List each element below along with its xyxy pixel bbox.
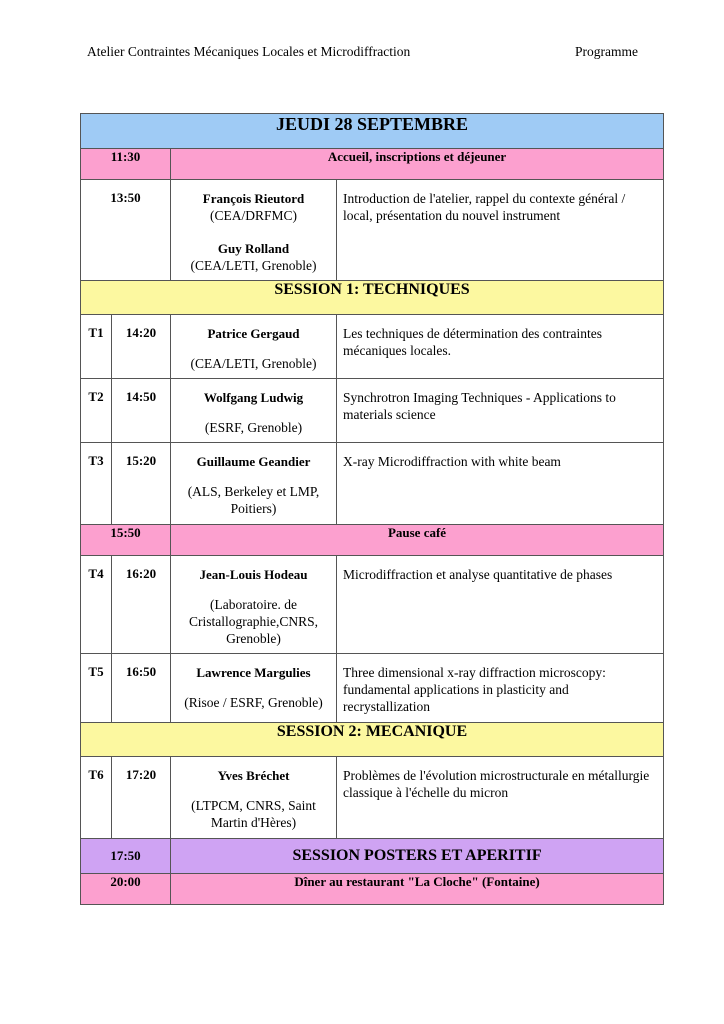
talk-description: Problèmes de l'évolution microstructurale en métallurgie classique à l'échelle du micron	[337, 757, 664, 839]
session2-row	[81, 723, 664, 757]
talk-time: 15:20	[112, 443, 171, 525]
talk-row	[81, 757, 664, 839]
talk-speaker: Yves Bréchet	[217, 768, 290, 783]
talk-speaker-cell	[171, 556, 337, 654]
intro-affiliation1: (CEA/DRFMC)	[209, 208, 297, 223]
day-title: JEUDI 28 SEPTEMBRE	[81, 114, 664, 149]
talk-speaker-cell	[171, 757, 337, 839]
intro-time: 13:50	[81, 180, 171, 281]
talk-affiliation: (Laboratoire. de Cristallographie,CNRS, Grenoble)	[189, 597, 318, 646]
talk-time: 14:50	[112, 379, 171, 443]
pause-time: 15:50	[81, 525, 171, 556]
talk-affiliation: (ALS, Berkeley et LMP, Poitiers)	[187, 484, 320, 516]
program-table	[80, 113, 664, 905]
talk-row	[81, 315, 664, 379]
talk-affiliation: (ESRF, Grenoble)	[204, 420, 303, 435]
welcome-label: Accueil, inscriptions et déjeuner	[171, 149, 664, 180]
talk-description: Microdiffraction et analyse quantitative de phases	[337, 556, 664, 654]
talk-code: T6	[81, 757, 112, 839]
document-title: Atelier Contraintes Mécaniques Locales et Microdiffraction	[87, 44, 411, 59]
posters-row	[81, 839, 664, 874]
talk-description: X-ray Microdiffraction with white beam	[337, 443, 664, 525]
talk-speaker-cell	[171, 379, 337, 443]
talk-code: T5	[81, 654, 112, 723]
talk-speaker: Lawrence Margulies	[196, 665, 311, 680]
talk-affiliation: (LTPCM, CNRS, Saint Martin d'Hères)	[191, 798, 316, 830]
document-section: Programme	[575, 44, 638, 59]
talk-row	[81, 443, 664, 525]
day-row	[81, 114, 664, 149]
session2-title: SESSION 2: MECANIQUE	[81, 723, 664, 757]
talk-time: 16:50	[112, 654, 171, 723]
talk-speaker-cell	[171, 315, 337, 379]
talk-description: Three dimensional x-ray diffraction microscopy: fundamental applications in plasticity and recrystallization	[337, 654, 664, 723]
posters-label: SESSION POSTERS ET APERITIF	[171, 839, 664, 874]
talk-row	[81, 654, 664, 723]
intro-description: Introduction de l'atelier, rappel du contexte général / local, présentation du nouvel instrument	[337, 180, 664, 281]
welcome-time: 11:30	[81, 149, 171, 180]
talk-affiliation: (CEA/LETI, Grenoble)	[190, 356, 317, 371]
session1-title: SESSION 1: TECHNIQUES	[81, 281, 664, 315]
intro-speakers	[171, 180, 337, 281]
intro-speaker1: François Rieutord	[202, 191, 305, 206]
talk-code: T1	[81, 315, 112, 379]
talk-speaker: Jean-Louis Hodeau	[199, 567, 308, 582]
talk-speaker-cell	[171, 443, 337, 525]
talk-row	[81, 379, 664, 443]
talk-speaker-cell	[171, 654, 337, 723]
pause-row	[81, 525, 664, 556]
talk-affiliation: (Risoe / ESRF, Grenoble)	[184, 695, 323, 710]
talk-description: Les techniques de détermination des contraintes mécaniques locales.	[337, 315, 664, 379]
posters-time: 17:50	[81, 839, 171, 874]
session1-row	[81, 281, 664, 315]
talk-time: 16:20	[112, 556, 171, 654]
dinner-row	[81, 874, 664, 905]
talk-code: T2	[81, 379, 112, 443]
dinner-label: Dîner au restaurant "La Cloche" (Fontaine)	[171, 874, 664, 905]
talk-code: T3	[81, 443, 112, 525]
pause-label: Pause café	[171, 525, 664, 556]
talk-time: 17:20	[112, 757, 171, 839]
talk-time: 14:20	[112, 315, 171, 379]
intro-speaker2: Guy Rolland	[217, 241, 290, 256]
talk-description: Synchrotron Imaging Techniques - Applications to materials science	[337, 379, 664, 443]
intro-affiliation2: (CEA/LETI, Grenoble)	[190, 258, 317, 273]
talk-code: T4	[81, 556, 112, 654]
welcome-row	[81, 149, 664, 180]
talk-row	[81, 556, 664, 654]
intro-row	[81, 180, 664, 281]
talk-speaker: Patrice Gergaud	[207, 326, 300, 341]
talk-speaker: Guillaume Geandier	[196, 454, 311, 469]
dinner-time: 20:00	[81, 874, 171, 905]
talk-speaker: Wolfgang Ludwig	[203, 390, 304, 405]
